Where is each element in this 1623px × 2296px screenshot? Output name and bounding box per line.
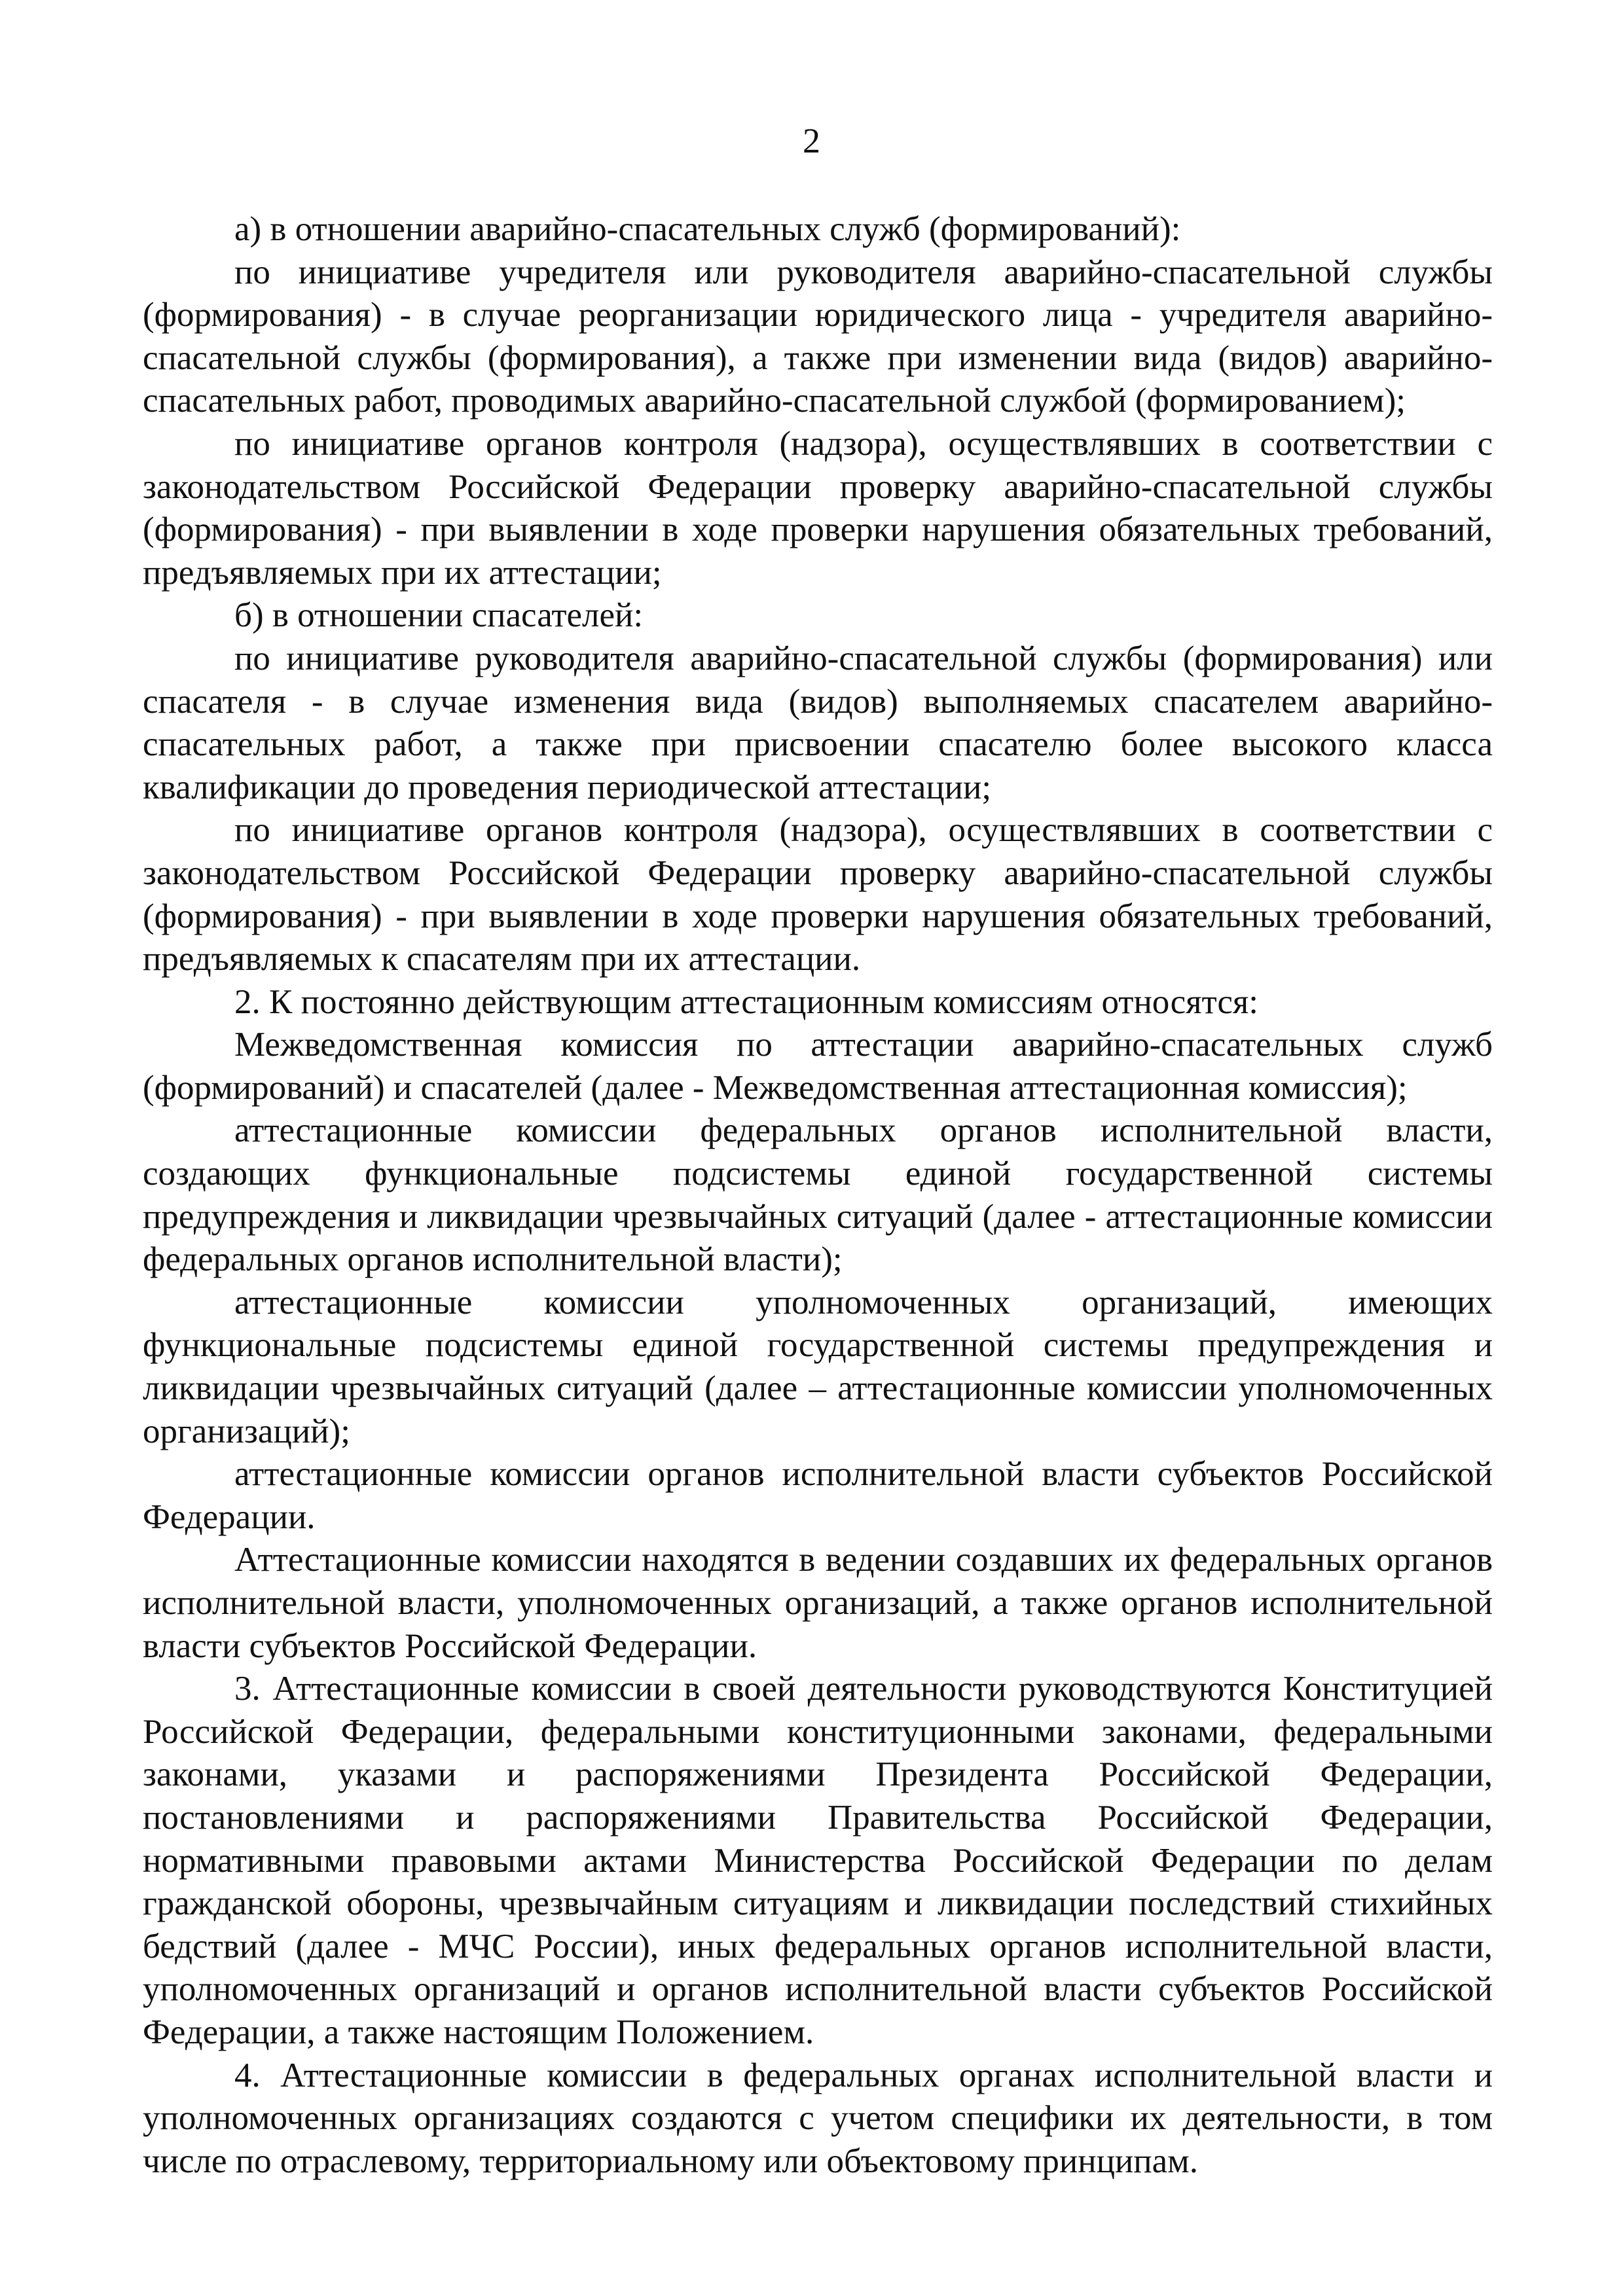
paragraph-a-intro: а) в отношении аварийно-спасательных служб (формирований): bbox=[234, 210, 1181, 248]
paragraph-b-intro: б) в отношении спасателей: bbox=[234, 596, 644, 635]
paragraph-3: 3. Аттестационные комиссии в своей деятельности руководствуются Конституцией Российской Федерации, федеральными конституционными законами, федеральными законами, указами и распоряжениями Президента Российской Федерации, постановлениями и распоряжениями Правительства Российской Федерации, нормативными правовыми актами Министерства Российской Федерации по делам гражданской обороны, чрезвычайным ситуациям и ликвидации последствий стихийных бедствий (далее - МЧС России), иных федеральных органов исполнительной власти, уполномоченных организаций и органов исполнительной власти субъектов Российской Федерации, а также настоящим Положением. bbox=[143, 1670, 1493, 2051]
paragraph-b-control-initiative: по инициативе органов контроля (надзора), осуществлявших в соответствии с законодательством Российской Федерации проверку аварийно-спасательной службы (формирования) - при выявлении в ходе проверки нарушения обязательных требований, предъявляемых к спасателям при их аттестации. bbox=[143, 811, 1493, 978]
paragraph-2-interagency: Межведомственная комиссия по аттестации аварийно-спасательных служб (формирований) и спасателей (далее - Межведомственная аттестационная комиссия); bbox=[143, 1026, 1493, 1107]
paragraph-2-authorized: аттестационные комиссии уполномоченных организаций, имеющих функциональные подсистемы единой государственной системы предупреждения и ликвидации чрезвычайных ситуаций (далее – аттестационные комиссии уполномоченных организаций); bbox=[143, 1283, 1493, 1450]
paragraph-2-regional: аттестационные комиссии органов исполнительной власти субъектов Российской Федерации. bbox=[143, 1455, 1493, 1536]
document-body bbox=[143, 208, 1493, 2183]
paragraph-2-jurisdiction: Аттестационные комиссии находятся в ведении создавших их федеральных органов исполнительной власти, уполномоченных организаций, а также органов исполнительной власти субъектов Российской Федерации. bbox=[143, 1541, 1493, 1665]
paragraph-4: 4. Аттестационные комиссии в федеральных органах исполнительной власти и уполномоченных организациях создаются с учетом специфики их деятельности, в том числе по отраслевому, территориальному или объектовому принципам. bbox=[143, 2056, 1493, 2180]
paragraph-b-head-initiative: по инициативе руководителя аварийно-спасательной службы (формирования) или спасателя - в случае изменения вида (видов) выполняемых спасателем аварийно-спасательных работ, а также при присвоении спасателю более высокого класса квалификации до проведения периодической аттестации; bbox=[143, 639, 1493, 806]
page-number: 2 bbox=[803, 121, 820, 160]
paragraph-a-founder-initiative: по инициативе учредителя или руководителя аварийно-спасательной службы (формирования) - в случае реорганизации юридического лица - учредителя аварийно-спасательной службы (формирования), а также при изменении вида (видов) аварийно-спасательных работ, проводимых аварийно-спасательной службой (формированием); bbox=[143, 253, 1493, 420]
paragraph-a-control-initiative: по инициативе органов контроля (надзора), осуществлявших в соответствии с законодательством Российской Федерации проверку аварийно-спасательной службы (формирования) - при выявлении в ходе проверки нарушения обязательных требований, предъявляемых при их аттестации; bbox=[143, 424, 1493, 592]
paragraph-2-heading: 2. К постоянно действующим аттестационным комиссиям относятся: bbox=[234, 982, 1258, 1021]
paragraph-2-federal: аттестационные комиссии федеральных органов исполнительной власти, создающих функциональные подсистемы единой государственной системы предупреждения и ликвидации чрезвычайных ситуаций (далее - аттестационные комиссии федеральных органов исполнительной власти); bbox=[143, 1111, 1493, 1279]
